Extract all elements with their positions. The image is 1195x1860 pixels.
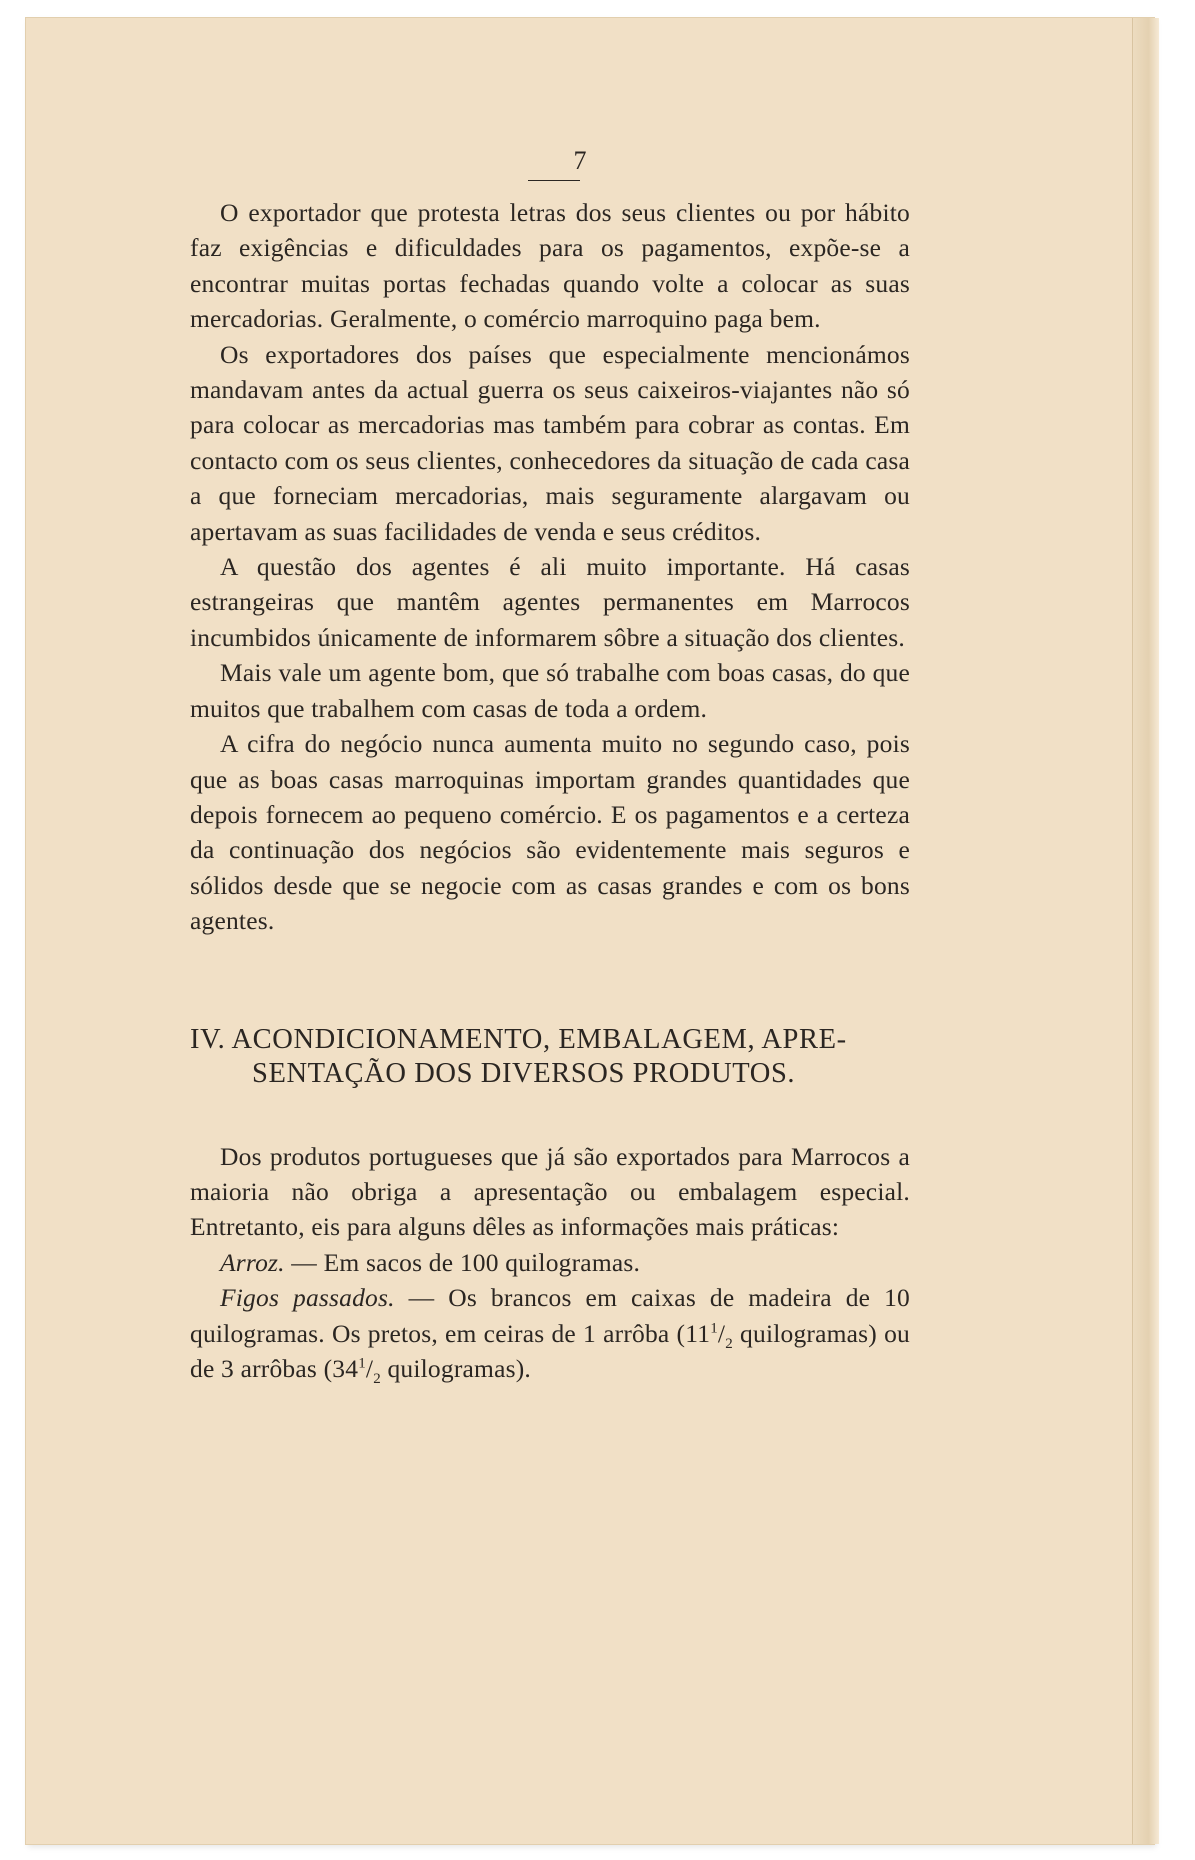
item-text: quilogramas). — [380, 1353, 531, 1383]
paragraph: Mais vale um agente bom, que só trabalhe com boas casas, do que muitos que trabalhem com casas de toda a ordem. — [190, 658, 910, 723]
fraction: $34^1/_2$ — [332, 1353, 381, 1388]
paragraph: O exportador que protesta letras dos seus clientes ou por hábito faz exigências e dificuldades para os pagamentos, expõe-se a encontrar muitas portas fechadas quando volte a colocar as suas mercadorias. Geralmente, o comércio marroquino paga bem. — [190, 198, 910, 334]
fraction-numerator: 1 — [358, 1355, 366, 1372]
fraction-denominator: 2 — [725, 1335, 733, 1352]
fraction-numerator: 1 — [710, 1320, 718, 1337]
list-item — [190, 1280, 910, 1386]
fraction: $11^1/_2$ — [685, 1318, 733, 1352]
fraction-whole: 11 — [685, 1318, 711, 1348]
item-text: quilogramas) ou de 3 arrôbas ( — [190, 1318, 911, 1383]
fraction-denominator: 2 — [373, 1371, 381, 1388]
section-heading — [190, 1023, 910, 1091]
fraction-whole: 34 — [332, 1353, 359, 1383]
item-text: — Os brancos em caixas de madeira de 10 quilogramas. Os pretos, em ceiras de 1 arrôba ( — [190, 1283, 911, 1348]
item-term: Arroz. — [220, 1247, 285, 1277]
section-intro: Dos produtos portugueses que já são exportados para Marrocos a maioria não obriga a apresentação ou embalagem especial. Entretanto, eis para alguns dêles as informações mais práticas: — [190, 1141, 910, 1242]
page-number: 7 — [573, 146, 587, 175]
item-text: — Em sacos de 100 quilogramas. — [284, 1247, 641, 1277]
paragraph: Os exportadores dos países que especialmente mencionámos mandavam antes da actual guerra os seus caixeiros-viajantes não só para colocar as mercadorias mas também para cobrar as contas. Em contacto com os seus clientes, conhecedores da situação de cada casa a que forneciam mercadorias, mais seguramente alargavam ou apertavam as suas facilidades de venda e seus créditos. — [190, 339, 910, 546]
section-heading-line2: SENTAÇÃO DOS DIVERSOS PRODUTOS. — [252, 1057, 796, 1089]
paragraph: A cifra do negócio nunca aumenta muito no segundo caso, pois que as boas casas marroquinas importam grandes quantidades que depois fornecem ao pequeno comércio. E os pagamentos e a certeza da continuação dos negócios são evidentemente mais seguros e sólidos desde que se negocie com as casas grandes e com os bons agentes. — [190, 729, 910, 936]
list-item — [190, 1245, 910, 1280]
page-number-rule — [528, 180, 580, 181]
section-heading-line1: IV. ACONDICIONAMENTO, EMBALAGEM, APRE- — [190, 1023, 847, 1055]
page-content — [190, 146, 910, 1386]
paper-page-edge — [1132, 18, 1159, 1844]
paragraph: A questão dos agentes é ali muito importante. Há casas estrangeiras que mantêm agentes permanentes em Marrocos incumbidos únicamente de informarem sôbre a situação dos clientes. — [190, 552, 910, 652]
item-term: Figos passados. — [220, 1283, 395, 1313]
